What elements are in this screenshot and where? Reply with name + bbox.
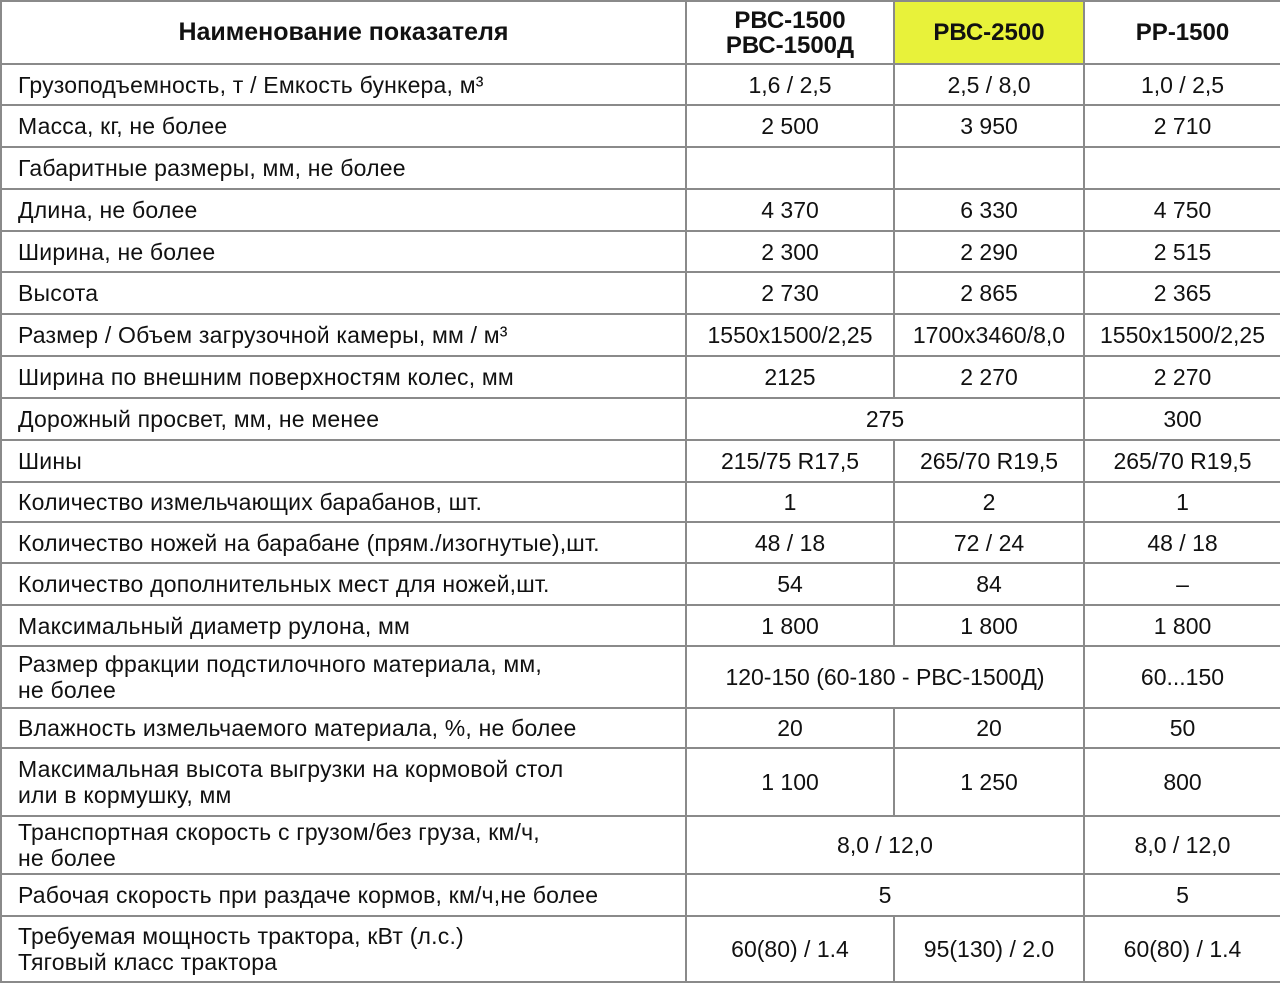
value-rr-1500: 1,0 / 2,5: [1084, 64, 1280, 105]
value-rvs-1500: 54: [686, 563, 894, 605]
table-row: [1, 231, 1280, 272]
value-rvs-2500: 2 270: [894, 356, 1084, 398]
value-rvs-1500: 1 800: [686, 605, 894, 646]
value-rr-1500: 2 365: [1084, 272, 1280, 314]
value-rr-1500: 2 710: [1084, 105, 1280, 147]
table-row: [1, 189, 1280, 231]
row-label: Максимальная высота выгрузки на кормовой стол или в кормушку, мм: [1, 748, 686, 816]
value-rvs-merged: 5: [686, 874, 1084, 916]
table-row: [1, 64, 1280, 105]
row-label: Длина, не более: [1, 189, 686, 231]
value-rvs-1500: 20: [686, 708, 894, 748]
value-rr-1500: 50: [1084, 708, 1280, 748]
value-rvs-1500: 2 300: [686, 231, 894, 272]
value-rvs-2500: 20: [894, 708, 1084, 748]
value-rr-1500: 8,0 / 12,0: [1084, 816, 1280, 874]
value-rr-1500: 800: [1084, 748, 1280, 816]
header-parameter-name: Наименование показателя: [1, 1, 686, 64]
row-label: Размер фракции подстилочного материала, мм, не более: [1, 646, 686, 708]
table-row: [1, 522, 1280, 563]
value-rvs-2500: 2 290: [894, 231, 1084, 272]
value-rvs-2500: 2 865: [894, 272, 1084, 314]
table-row: [1, 272, 1280, 314]
value-rvs-2500: 95(130) / 2.0: [894, 916, 1084, 982]
value-rr-1500: 1 800: [1084, 605, 1280, 646]
header-model-rvs-2500: РВС-2500: [894, 1, 1084, 64]
table-row: [1, 816, 1280, 874]
value-rvs-2500: 6 330: [894, 189, 1084, 231]
value-rvs-2500: 72 / 24: [894, 522, 1084, 563]
row-label: Габаритные размеры, мм, не более: [1, 147, 686, 189]
row-label: Ширина, не более: [1, 231, 686, 272]
value-rvs-1500: 48 / 18: [686, 522, 894, 563]
row-label: Размер / Объем загрузочной камеры, мм / м³: [1, 314, 686, 356]
value-rr-1500: 300: [1084, 398, 1280, 440]
table-row: [1, 563, 1280, 605]
value-rr-1500: 265/70 R19,5: [1084, 440, 1280, 482]
row-label: Ширина по внешним поверхностям колес, мм: [1, 356, 686, 398]
table-row: [1, 708, 1280, 748]
value-rr-1500: 60(80) / 1.4: [1084, 916, 1280, 982]
value-rvs-2500: 84: [894, 563, 1084, 605]
row-label: Высота: [1, 272, 686, 314]
value-rr-1500: [1084, 147, 1280, 189]
value-rr-1500: 1: [1084, 482, 1280, 522]
value-rvs-1500: 215/75 R17,5: [686, 440, 894, 482]
table-row: [1, 440, 1280, 482]
table-row: [1, 605, 1280, 646]
value-rr-1500: 5: [1084, 874, 1280, 916]
row-label: Требуемая мощность трактора, кВт (л.с.) Тяговый класс трактора: [1, 916, 686, 982]
value-rr-1500: 4 750: [1084, 189, 1280, 231]
value-rvs-1500: 2125: [686, 356, 894, 398]
value-rvs-merged: 275: [686, 398, 1084, 440]
row-label: Шины: [1, 440, 686, 482]
value-rvs-1500: 1 100: [686, 748, 894, 816]
value-rvs-merged: 120-150 (60-180 - РВС-1500Д): [686, 646, 1084, 708]
table-row: [1, 398, 1280, 440]
table-row: [1, 147, 1280, 189]
row-label: Максимальный диаметр рулона, мм: [1, 605, 686, 646]
table-row: [1, 314, 1280, 356]
value-rvs-1500: [686, 147, 894, 189]
row-label: Количество дополнительных мест для ножей,шт.: [1, 563, 686, 605]
header-model-rvs-1500: РВС-1500 РВС-1500Д: [686, 1, 894, 64]
value-rvs-2500: 3 950: [894, 105, 1084, 147]
value-rr-1500: –: [1084, 563, 1280, 605]
row-label: Транспортная скорость с грузом/без груза, км/ч, не более: [1, 816, 686, 874]
value-rr-1500: 60...150: [1084, 646, 1280, 708]
row-label: Дорожный просвет, мм, не менее: [1, 398, 686, 440]
row-label: Грузоподъемность, т / Емкость бункера, м³: [1, 64, 686, 105]
value-rr-1500: 2 515: [1084, 231, 1280, 272]
value-rvs-1500: 60(80) / 1.4: [686, 916, 894, 982]
value-rr-1500: 48 / 18: [1084, 522, 1280, 563]
value-rvs-1500: 1550x1500/2,25: [686, 314, 894, 356]
table-row: [1, 482, 1280, 522]
table-row: [1, 646, 1280, 708]
value-rvs-2500: 1700x3460/8,0: [894, 314, 1084, 356]
value-rr-1500: 1550x1500/2,25: [1084, 314, 1280, 356]
row-label: Масса, кг, не более: [1, 105, 686, 147]
value-rvs-2500: 2,5 / 8,0: [894, 64, 1084, 105]
table-row: [1, 874, 1280, 916]
row-label: Количество измельчающих барабанов, шт.: [1, 482, 686, 522]
value-rvs-merged: 8,0 / 12,0: [686, 816, 1084, 874]
value-rvs-2500: 1 250: [894, 748, 1084, 816]
value-rvs-2500: 1 800: [894, 605, 1084, 646]
value-rvs-2500: [894, 147, 1084, 189]
value-rvs-1500: 4 370: [686, 189, 894, 231]
value-rvs-2500: 265/70 R19,5: [894, 440, 1084, 482]
row-label: Рабочая скорость при раздаче кормов, км/ч,не более: [1, 874, 686, 916]
table-row: [1, 916, 1280, 982]
value-rvs-1500: 2 730: [686, 272, 894, 314]
value-rvs-1500: 1,6 / 2,5: [686, 64, 894, 105]
value-rr-1500: 2 270: [1084, 356, 1280, 398]
table-row: [1, 105, 1280, 147]
value-rvs-2500: 2: [894, 482, 1084, 522]
table-row: [1, 356, 1280, 398]
header-row: [1, 1, 1280, 64]
row-label: Количество ножей на барабане (прям./изогнутые),шт.: [1, 522, 686, 563]
header-model-rr-1500: РР-1500: [1084, 1, 1280, 64]
row-label: Влажность измельчаемого материала, %, не более: [1, 708, 686, 748]
value-rvs-1500: 1: [686, 482, 894, 522]
value-rvs-1500: 2 500: [686, 105, 894, 147]
table-row: [1, 748, 1280, 816]
